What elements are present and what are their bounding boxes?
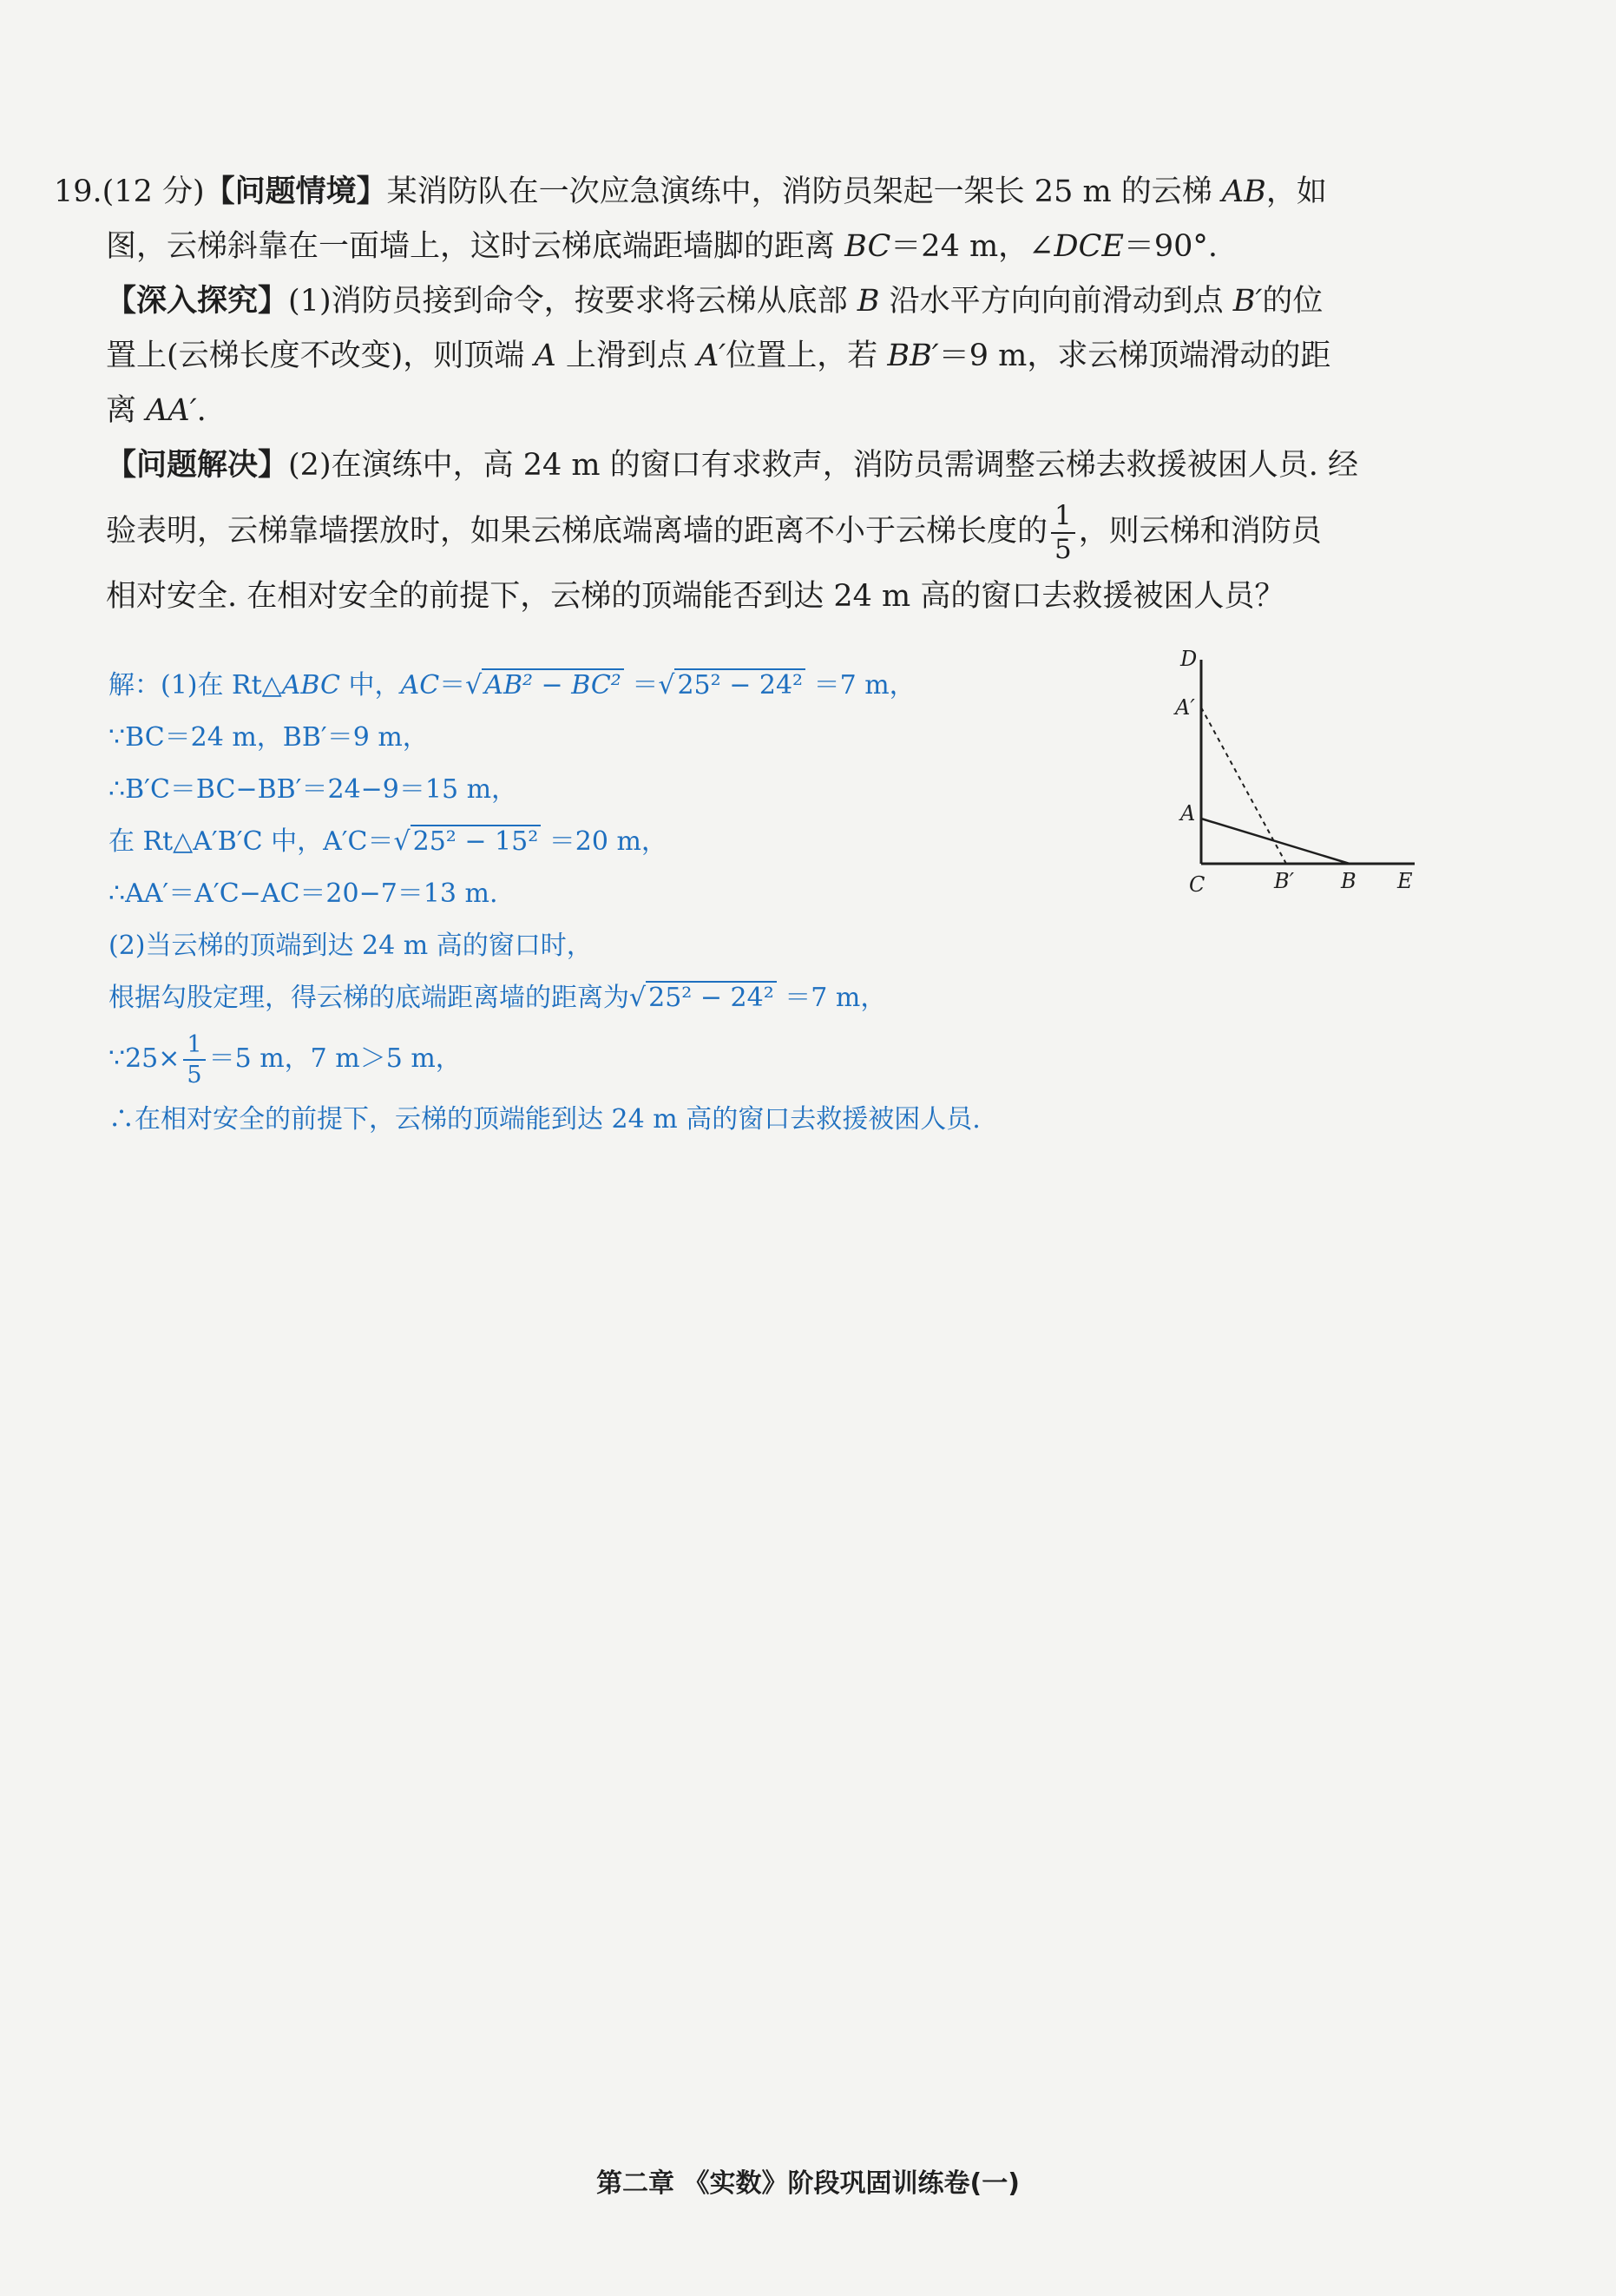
math-var: A′ (696, 339, 726, 373)
problem-points: (12 分) (102, 174, 205, 209)
sqrt-sign: ＝√ (439, 670, 483, 701)
math-var: DCE (1054, 229, 1124, 264)
tag-solve: 【问题解决】 (106, 448, 289, 483)
text: 离 (106, 393, 147, 428)
solution-line-5: ∴AA′＝A′C−AC＝20−7＝13 m. (108, 878, 498, 909)
problem-line-4 (54, 329, 1425, 384)
solution-line-3: ∴B′C＝BC−BB′＝24−9＝15 m， (108, 774, 518, 805)
radicand: 25² − 24² (674, 668, 805, 701)
fraction-numerator: 1 (183, 1033, 205, 1061)
ladder-moved-dashed (1201, 707, 1286, 864)
text: 解：(1)在 Rt△ (108, 670, 282, 701)
solution-line-1 (108, 660, 1150, 712)
text: 相对安全. 在相对安全的前提下，云梯的顶端能否到达 24 m 高的窗口去救援被困人员？ (106, 579, 1285, 614)
label-E: E (1397, 869, 1413, 893)
text: (1)消防员接到命令，按要求将云梯从底部 (288, 284, 857, 319)
ladder-initial (1201, 819, 1350, 864)
problem-number: 19. (54, 174, 102, 209)
math-var: B (857, 284, 880, 319)
text: 在 Rt△A′B′C 中，A′C＝√ (108, 826, 411, 857)
text: 的位 (1262, 284, 1324, 319)
radicand: AB² − BC² (482, 668, 624, 701)
text: ＝20 m， (541, 826, 667, 857)
text: 上滑到点 (555, 339, 697, 373)
solution-line-4 (108, 816, 1150, 868)
radicand: 25² − 15² (411, 825, 542, 857)
text: 某消防队在一次应急演练中，消防员架起一架长 25 m 的云梯 (386, 174, 1222, 209)
text: ＝90°. (1123, 229, 1219, 264)
problem-line-5 (54, 384, 1425, 438)
solution-line-6: (2)当云梯的顶端到达 24 m 高的窗口时， (108, 931, 593, 961)
text: ＝5 m，7 m＞5 m， (208, 1043, 462, 1074)
fraction (183, 1033, 205, 1087)
text: 置上(云梯长度不改变)，则顶端 (106, 339, 535, 373)
text: . (196, 393, 207, 428)
solution-line-7 (108, 972, 1150, 1024)
text: ＝24 m，∠ (890, 229, 1054, 264)
text: 图，云梯斜靠在一面墙上，这时云梯底端距墙脚的距离 (106, 229, 845, 264)
text: (2)在演练中，高 24 m 的窗口有求救声，消防员需调整云梯去救援被困人员. 经 (288, 448, 1358, 483)
math-var: AB (1221, 174, 1266, 209)
text: 沿水平方向向前滑动到点 (879, 284, 1233, 319)
problem-line-6 (54, 438, 1425, 493)
text: 中， (339, 670, 401, 701)
fraction-numerator: 1 (1051, 503, 1075, 534)
problem-line-2 (54, 220, 1425, 274)
label-A-prime: A′ (1175, 695, 1195, 720)
label-C: C (1189, 872, 1205, 897)
math-var: ABC (281, 670, 340, 701)
problem-line-7 (54, 493, 1425, 569)
math-var: BB′ (887, 339, 939, 373)
text: ＝9 m，求云梯顶端滑动的距 (938, 339, 1331, 373)
problem-line-1 (54, 165, 1425, 220)
tag-explore: 【深入探究】 (106, 284, 289, 319)
label-A: A (1180, 801, 1196, 826)
math-var: AA′ (146, 393, 197, 428)
text: ，则云梯和消防员 (1078, 514, 1322, 549)
radicand: 25² − 24² (646, 981, 777, 1013)
math-var: B′ (1232, 284, 1263, 319)
text: ，如 (1265, 174, 1327, 209)
text: 位置上，若 (726, 339, 888, 373)
text: 根据勾股定理，得云梯的底端距离墙的距离为√ (108, 983, 647, 1013)
solution-line-8 (108, 1024, 1150, 1094)
text: ∵25× (108, 1043, 181, 1074)
solution-line-2: ∵BC＝24 m，BB′＝9 m， (108, 722, 429, 753)
text: 验表明，云梯靠墙摆放时，如果云梯底端离墙的距离不小于云梯长度的 (106, 514, 1048, 549)
fraction-denominator: 5 (1054, 533, 1072, 565)
label-B-prime: B′ (1274, 869, 1295, 893)
page-footer: 第二章 《实数》阶段巩固训练卷(一) (596, 2168, 1020, 2199)
fraction (1051, 499, 1075, 565)
math-var: AC (400, 670, 440, 701)
text: ＝7 m， (805, 670, 916, 701)
solution-line-9: ∴在相对安全的前提下，云梯的顶端能到达 24 m 高的窗口去救援被困人员. (108, 1104, 981, 1135)
fraction-denominator: 5 (187, 1062, 202, 1089)
text: ＝7 m， (776, 983, 887, 1013)
problem-line-3 (54, 274, 1425, 329)
problem-19 (54, 165, 1425, 624)
handwritten-solution (108, 660, 1150, 1146)
problem-line-8 (54, 569, 1425, 624)
math-var: A (534, 339, 556, 373)
math-var: BC (844, 229, 891, 264)
label-D: D (1180, 647, 1198, 671)
ladder-diagram (1163, 647, 1423, 898)
tag-context: 【问题情境】 (204, 174, 387, 209)
label-B: B (1341, 869, 1357, 893)
sqrt-sign: ＝√ (623, 670, 675, 701)
